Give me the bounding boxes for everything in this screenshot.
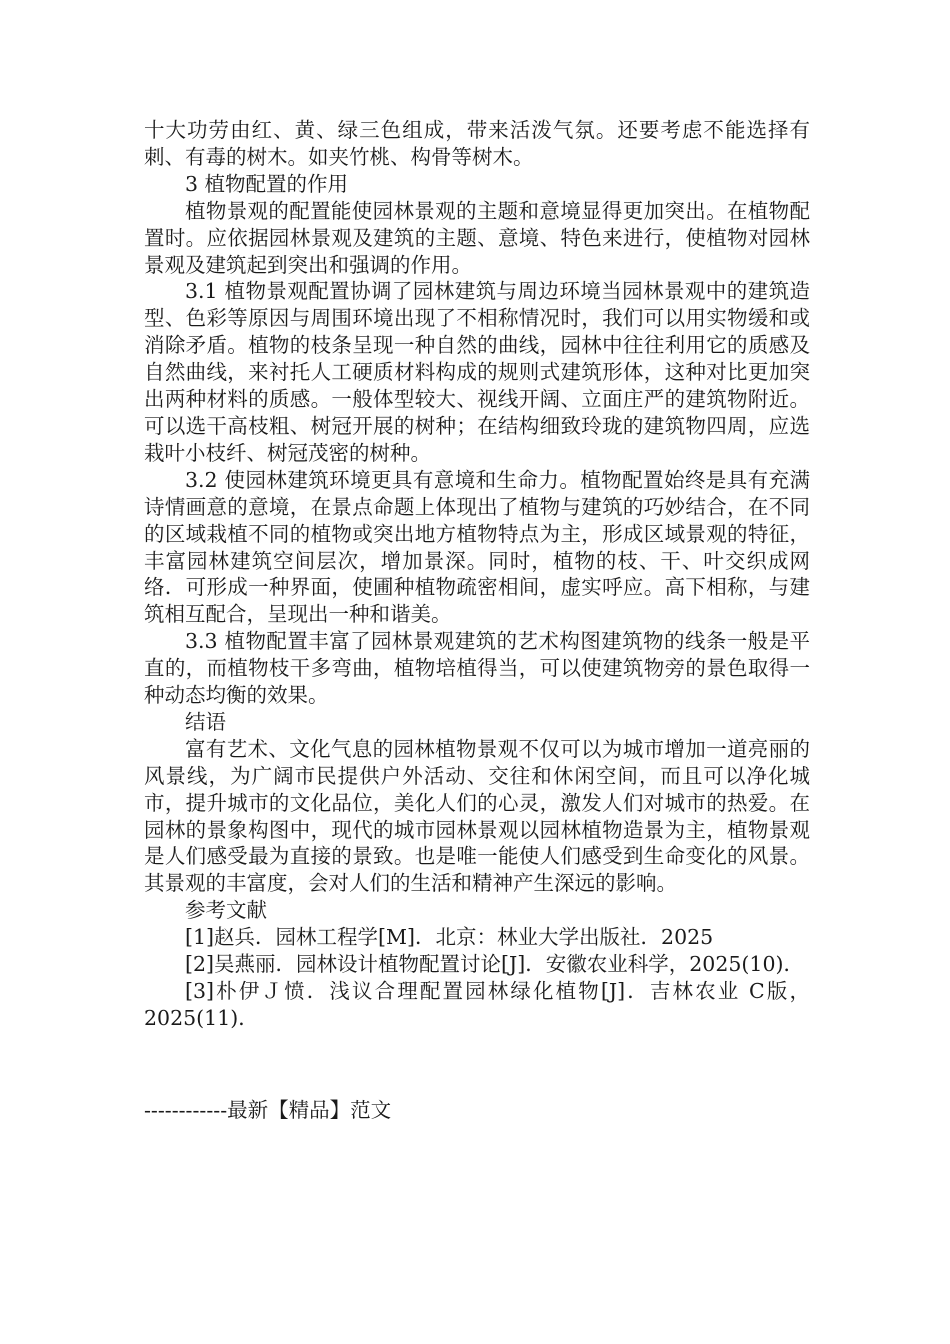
reference-item-3: [3]朴伊Ｊ愤．浅议合理配置园林绿化植物[J]．吉林农业 C版，2025(11)． [144, 979, 810, 1030]
paragraph-3-3: 3.3 植物配置丰富了园林景观建筑的艺术构图建筑物的线条一般是平直的，而植物枝干多弯曲，植物培植得当，可以使建筑物旁的景色取得一种动态均衡的效果。 [144, 629, 810, 708]
footer-text: ------------最新【精品】范文 [144, 1098, 392, 1122]
paragraph-3-1: 3.1 植物景观配置协调了园林建筑与周边环境当园林景观中的建筑造型、色彩等原因与周围环境出现了不相称情况时，我们可以用实物缓和或消除矛盾。植物的枝条呈现一种自然的曲线，园林中往往利用它的质感及自然曲线，来衬托人工硬质材料构成的规则式建筑形体，这种对比更加突出两种材料的质感。一般体型较大、视线开阔、立面庄严的建筑物附近。可以选干高枝粗、树冠开展的树种；在结构细致玲珑的建筑物四周，应选栽叶小枝纤、树冠茂密的树种。 [144, 279, 810, 465]
paragraph-intro: 植物景观的配置能使园林景观的主题和意境显得更加突出。在植物配置时。应依据园林景观及建筑的主题、意境、特色来进行，使植物对园林景观及建筑起到突出和强调的作用。 [144, 198, 810, 277]
section-heading-3: 3 植物配置的作用 [185, 171, 349, 196]
references-heading: 参考文献 [185, 898, 267, 923]
conclusion-heading: 结语 [185, 709, 226, 734]
paragraph-3-2: 3.2 使园林建筑环境更具有意境和生命力。植物配置始终是具有充满诗情画意的意境，在景点命题上体现出了植物与建筑的巧妙结合，在不同的区域栽植不同的植物或突出地方植物特点为主，形成区域景观的特征，丰富园林建筑空间层次，增加景深。同时，植物的枝、干、叶交织成网络．可形成一种界面，使圃种植物疏密相间，虚实呼应。高下相称，与建筑相互配合，呈现出一种和谐美。 [144, 467, 810, 627]
paragraph-continuation: 十大功劳由红、黄、绿三色组成，带来活泼气氛。还要考虑不能选择有刺、有毒的树木。如夹竹桃、构骨等树木。 [144, 118, 810, 169]
document-body [144, 117, 810, 1032]
reference-item-1: [1]赵兵．园林工程学[M]．北京：林业大学出版社．2025 [185, 925, 714, 950]
paragraph-conclusion: 富有艺术、文化气息的园林植物景观不仅可以为城市增加一道亮丽的风景线，为广阔市民提供户外活动、交往和休闲空间，而且可以净化城市，提升城市的文化品位，美化人们的心灵，激发人们对城市的热爱。在园林的景象构图中，现代的城市园林景观以园林植物造景为主，植物景观是人们感受最为直接的景致。也是唯一能使人们感受到生命变化的风景。其景观的丰富度，会对人们的生活和精神产生深远的影响。 [144, 736, 810, 896]
reference-item-2: [2]吴燕丽．园林设计植物配置讨论[J]．安徽农业科学，2025(10)． [185, 952, 805, 977]
